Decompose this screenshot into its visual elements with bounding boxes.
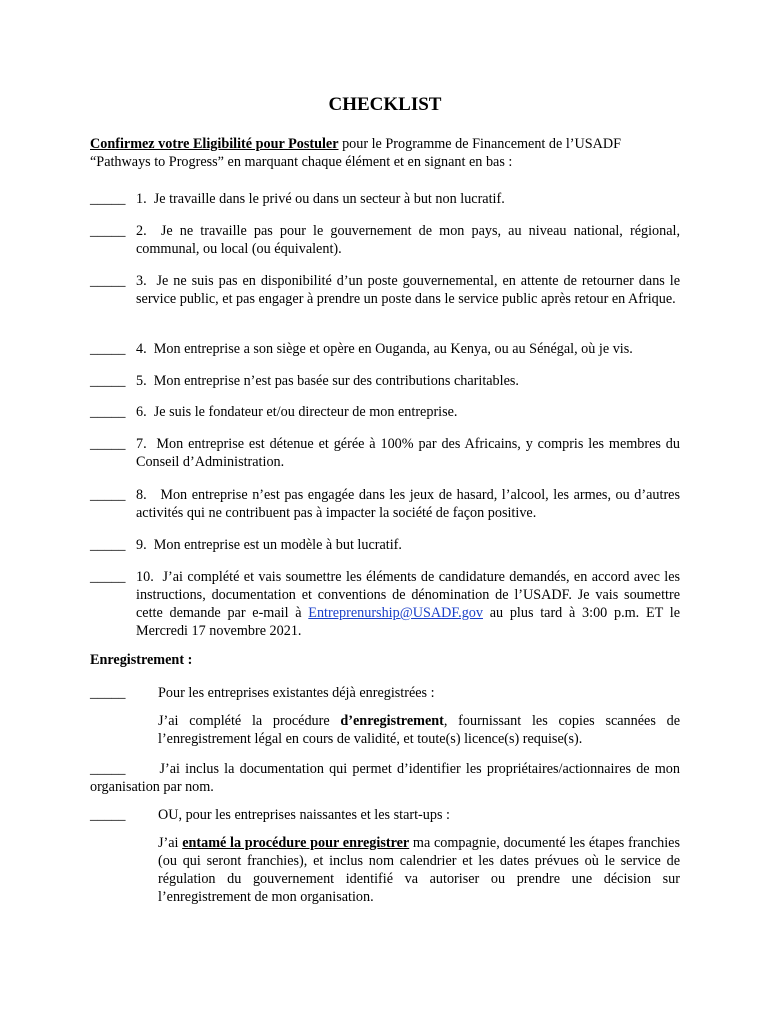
item-text: Mon entreprise est un modèle à but lucratif.: [153, 537, 402, 553]
checklist-item-9: [90, 536, 680, 554]
signature-blank[interactable]: _____: [90, 273, 126, 289]
page-title: CHECKLIST: [328, 94, 442, 115]
signature-blank[interactable]: _____: [90, 761, 126, 777]
existing-paragraph: [158, 712, 680, 748]
intro-lead: Confirmez votre Eligibilité pour Postuler: [90, 136, 339, 152]
item-number: 1.: [136, 191, 147, 207]
item-number: 10.: [136, 569, 154, 585]
item-number: 9.: [136, 537, 147, 553]
startups-label: OU, pour les entreprises naissantes et les start-ups :: [158, 807, 450, 823]
item-text: J’ai complété et vais soumettre les éléments de candidature demandés, en accord avec les instructions, documentation et conventions de dénomination de l’USADF. Je vais soumettre cette demande par e-mail à: [136, 569, 681, 621]
owners-paragraph: [90, 760, 680, 796]
item-text: Mon entreprise est détenue et gérée à 100% par des Africains, y compris les membres du Conseil d’Administration.: [136, 436, 680, 470]
signature-blank[interactable]: _____: [90, 807, 126, 823]
existing-text-start: J’ai complété la procédure: [158, 713, 341, 729]
checklist-item-8: [90, 486, 680, 522]
checklist-item-6: [90, 403, 680, 421]
checklist-item-2: [90, 222, 680, 258]
item-text: Je ne travaille pas pour le gouvernement de mon pays, au niveau national, régional, communal, ou local (ou équivalent).: [136, 223, 681, 257]
item-text: Mon entreprise a son siège et opère en Ouganda, au Kenya, ou au Sénégal, où je vis.: [153, 341, 633, 357]
checklist-item-3: [90, 272, 680, 308]
signature-blank[interactable]: _____: [90, 487, 126, 503]
registration-existing-line: [90, 684, 680, 702]
email-link[interactable]: Entreprenurship@USADF.gov: [308, 605, 483, 621]
item-text: Mon entreprise n’est pas engagée dans les jeux de hasard, l’alcool, les armes, ou d’autres activités qui ne contribuent pas à impacter la société de façon positive.: [136, 487, 680, 521]
owners-text: J’ai inclus la documentation qui permet d’identifier les propriétaires/actionnaires de mon organisation par nom.: [90, 761, 680, 795]
item-text: Mon entreprise n’est pas basée sur des contributions charitables.: [153, 373, 519, 389]
item-text: Je travaille dans le privé ou dans un secteur à but non lucratif.: [153, 191, 505, 207]
item-number: 4.: [136, 341, 147, 357]
intro-rest: pour le Programme de Financement de l’USADF “Pathways to Progress” en marquant chaque élément et en signant en bas :: [90, 136, 622, 170]
startups-paragraph: [158, 834, 680, 906]
item-number: 3.: [136, 273, 147, 289]
registration-startups-line: [90, 806, 680, 824]
checklist-item-4: [90, 340, 680, 358]
item-number: 2.: [136, 223, 147, 239]
item-number: 6.: [136, 404, 147, 420]
item-text-end: au plus tard à 3:00 p.m. ET le Mercredi 17 novembre 2021.: [136, 605, 680, 639]
signature-blank[interactable]: _____: [90, 191, 126, 207]
item-text: Je ne suis pas en disponibilité d’un poste gouvernemental, en attente de retourner dans le service public, et pas engager à prendre un poste dans le service public après retour en Afrique.: [136, 273, 681, 307]
signature-blank[interactable]: _____: [90, 373, 126, 389]
item-number: 7.: [136, 436, 147, 452]
item-number: 8.: [136, 487, 147, 503]
startups-text-start: J’ai: [158, 835, 183, 851]
startups-bold: entamé la procédure pour enregistrer: [182, 835, 410, 851]
registration-heading: Enregistrement :: [90, 652, 193, 668]
existing-text-end: , fournissant les copies scannées de l’enregistrement légal en cours de validité, et toute(s) licence(s) requise(s).: [158, 713, 680, 747]
startups-text-end: ma compagnie, documenté les étapes franchies (ou qui seront franchies), et inclus nom calendrier et les dates prévues où le service de régulation du gouvernement identifié va autoriser ou prendre une décision sur l’enregistrement de mon organisation.: [158, 835, 680, 905]
item-text: Je suis le fondateur et/ou directeur de mon entreprise.: [153, 404, 458, 420]
checklist-item-5: [90, 372, 680, 390]
signature-blank[interactable]: _____: [90, 404, 126, 420]
item-number: 5.: [136, 373, 147, 389]
signature-blank[interactable]: _____: [90, 569, 126, 585]
signature-blank[interactable]: _____: [90, 537, 126, 553]
existing-label: Pour les entreprises existantes déjà enregistrées :: [158, 685, 435, 701]
existing-bold: d’enregistrement: [340, 713, 444, 729]
signature-blank[interactable]: _____: [90, 436, 126, 452]
signature-blank[interactable]: _____: [90, 685, 126, 701]
signature-blank[interactable]: _____: [90, 223, 126, 239]
signature-blank[interactable]: _____: [90, 341, 126, 357]
checklist-item-10: [90, 568, 680, 640]
intro-paragraph: [90, 135, 680, 171]
checklist-item-1: [90, 190, 680, 208]
checklist-item-7: [90, 435, 680, 471]
